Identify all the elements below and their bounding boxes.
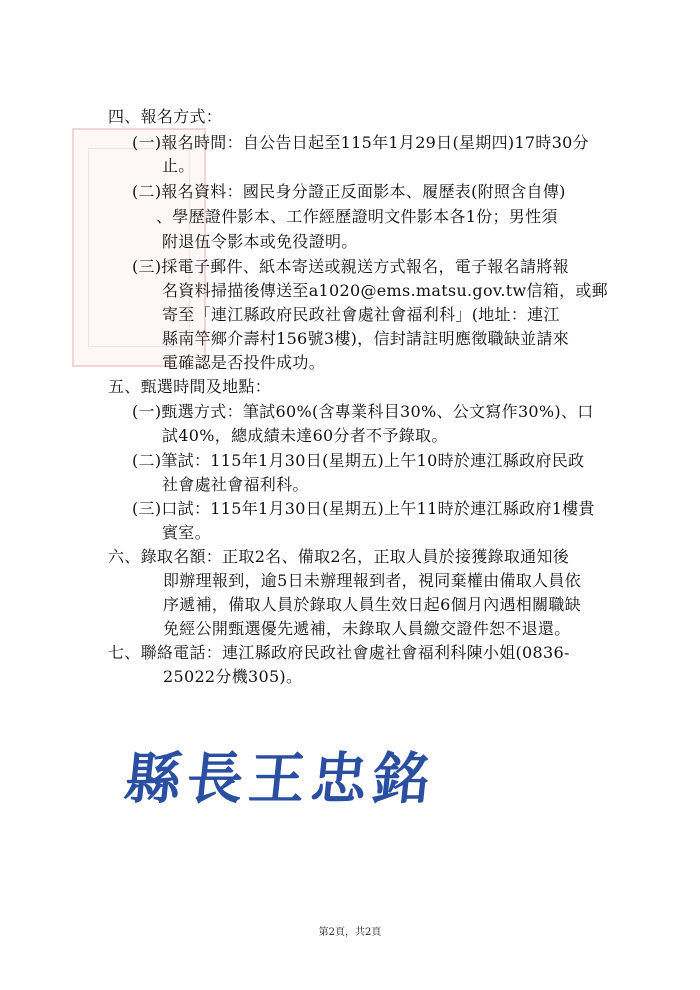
page-footer: 第2頁，共2頁 (318, 927, 382, 938)
item-4-2-line-3: 附退伍令影本或免役證明。 (162, 232, 358, 251)
item-4-3-line-1: (三)採電子郵件、紙本寄送或親送方式報名，電子報名請將報 (132, 257, 569, 276)
item-4-3-line-3: 寄至「連江縣政府民政社會處社會福利科」(地址：連江 (162, 305, 560, 324)
section-4-heading: 四、報名方式： (108, 107, 223, 126)
section-7-line-1: 七、聯絡電話：連江縣政府民政社會處社會福利科陳小姐(0836- (108, 643, 570, 662)
item-5-2-line-1: (二)筆試：115年1月30日(星期五)上午10時於連江縣政府民政 (132, 451, 585, 470)
item-4-2-line-2: 、學歷證件影本、工作經歷證明文件影本各1份；男性須 (156, 207, 558, 226)
item-5-1-line-1: (一)甄選方式：筆試60%(含專業科目30%、公文寫作30%)、口 (132, 402, 594, 421)
section-6-line-3: 序遞補，備取人員於錄取人員生效日起6個月內遇相關職缺 (163, 595, 581, 614)
item-4-3-line-2: 名資料掃描後傳送至a1020@ems.matsu.gov.tw信箱，或郵 (162, 281, 608, 300)
magistrate-signature-stamp: 縣長王忠銘 (121, 747, 439, 812)
item-4-3-line-5: 電確認是否投件成功。 (162, 353, 326, 372)
item-4-2-line-1: (二)報名資料：國民身分證正反面影本、履歷表(附照含自傳) (132, 182, 566, 201)
section-6-line-1: 六、錄取名額：正取2名、備取2名，正取人員於接獲錄取通知後 (108, 547, 570, 566)
item-4-1-line-1: (一)報名時間：自公告日起至115年1月29日(星期四)17時30分 (132, 133, 589, 152)
item-5-1-line-2: 試40%，總成績未達60分者不予錄取。 (162, 426, 448, 445)
section-5-heading: 五、甄選時間及地點： (108, 377, 272, 396)
item-5-3-line-1: (三)口試：115年1月30日(星期五)上午11時於連江縣政府1樓貴 (132, 499, 595, 518)
section-7-line-2: 25022分機305)。 (163, 667, 303, 686)
section-6-line-2: 即辦理報到，逾5日未辦理報到者，視同棄權由備取人員依 (163, 571, 581, 590)
item-5-3-line-2: 賓室。 (162, 523, 211, 542)
item-5-2-line-2: 社會處社會福利科。 (162, 475, 309, 494)
section-6-line-4: 免經公開甄選優先遞補，未錄取人員繳交證件恕不退還。 (163, 619, 571, 638)
item-4-3-line-4: 縣南竿鄉介壽村156號3樓)，信封請註明應徵職缺並請來 (162, 329, 570, 348)
item-4-1-line-2: 止。 (162, 156, 195, 175)
